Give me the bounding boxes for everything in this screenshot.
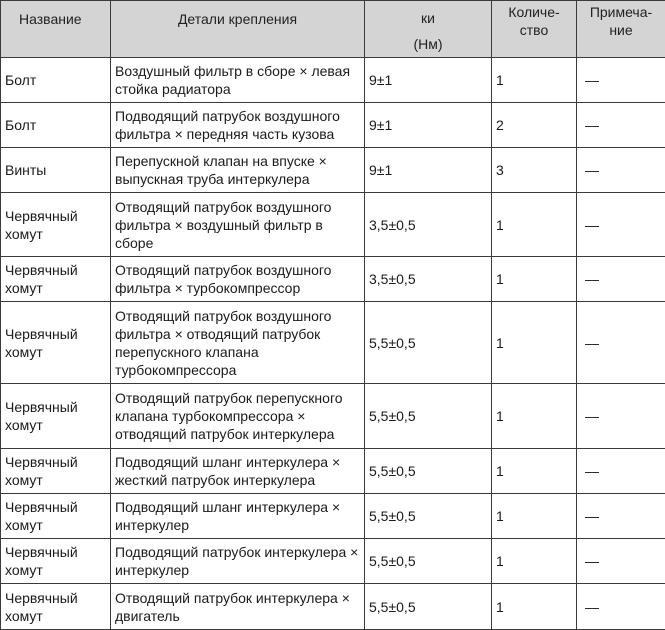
cell-quantity: 1 xyxy=(492,449,577,494)
table-header xyxy=(1,1,665,58)
cell-name: Червячный хомут xyxy=(1,193,111,257)
cell-details: Отводящий патрубок воздушного фильтра × турбокомпрессор xyxy=(111,257,365,302)
header-torque xyxy=(365,1,492,58)
cell-name: Червячный хомут xyxy=(1,494,111,539)
header-row xyxy=(1,1,665,58)
cell-name: Болт xyxy=(1,103,111,148)
cell-quantity: 1 xyxy=(492,193,577,257)
cell-name: Червячный хомут xyxy=(1,257,111,302)
header-note-line2: ние xyxy=(609,22,633,38)
header-quantity xyxy=(492,1,577,58)
cell-note: — xyxy=(577,103,665,148)
cell-torque: 5,5±0,5 xyxy=(365,384,492,449)
cell-details: Отводящий патрубок воздушного фильтра × воздушный фильтр в сборе xyxy=(111,193,365,257)
cell-quantity: 2 xyxy=(492,103,577,148)
table-row xyxy=(1,449,665,494)
cell-details: Подводящий патрубок интеркулера × интеркулер xyxy=(111,539,365,584)
header-name: Название xyxy=(1,1,111,58)
cell-note: — xyxy=(577,193,665,257)
table-row xyxy=(1,257,665,302)
cell-quantity: 1 xyxy=(492,58,577,103)
table-body xyxy=(1,58,665,630)
cell-name: Винты xyxy=(1,148,111,193)
cell-name: Червячный хомут xyxy=(1,302,111,384)
cell-torque: 3,5±0,5 xyxy=(365,193,492,257)
cell-torque: 5,5±0,5 xyxy=(365,449,492,494)
table-row xyxy=(1,58,665,103)
cell-note: — xyxy=(577,148,665,193)
cell-note: — xyxy=(577,494,665,539)
cell-note: — xyxy=(577,384,665,449)
cell-quantity: 1 xyxy=(492,302,577,384)
header-note xyxy=(577,1,665,58)
cell-note: — xyxy=(577,257,665,302)
cell-note: — xyxy=(577,539,665,584)
cell-quantity: 1 xyxy=(492,384,577,449)
cell-torque: 3,5±0,5 xyxy=(365,257,492,302)
cell-details: Подводящий патрубок воздушного фильтра × передняя часть кузова xyxy=(111,103,365,148)
cell-details: Перепускной клапан на впуске × выпускная труба интеркулера xyxy=(111,148,365,193)
table-row xyxy=(1,193,665,257)
cell-quantity: 1 xyxy=(492,494,577,539)
header-note-line1: Примеча- xyxy=(589,4,653,20)
table-row xyxy=(1,494,665,539)
cell-torque: 5,5±0,5 xyxy=(365,539,492,584)
cell-name: Червячный хомут xyxy=(1,384,111,449)
cell-quantity: 1 xyxy=(492,257,577,302)
header-quantity-line1: Количе- xyxy=(508,4,560,20)
cell-note: — xyxy=(577,449,665,494)
header-details: Детали крепления xyxy=(111,1,365,58)
cell-torque: 9±1 xyxy=(365,148,492,193)
cell-name: Червячный хомут xyxy=(1,449,111,494)
cell-torque: 5,5±0,5 xyxy=(365,302,492,384)
cell-details: Воздушный фильтр в сборе × левая стойка радиатора xyxy=(111,58,365,103)
cell-quantity: 3 xyxy=(492,148,577,193)
cell-name: Червячный хомут xyxy=(1,584,111,630)
cell-torque: 9±1 xyxy=(365,58,492,103)
cell-torque: 9±1 xyxy=(365,103,492,148)
cell-name: Червячный хомут xyxy=(1,539,111,584)
header-torque-line2: (Нм) xyxy=(413,36,443,52)
cell-name: Болт xyxy=(1,58,111,103)
header-torque-line1: ки xyxy=(421,10,435,26)
table-row xyxy=(1,584,665,630)
table-row xyxy=(1,103,665,148)
cell-quantity: 1 xyxy=(492,584,577,630)
header-quantity-line2: ство xyxy=(519,22,549,38)
cell-torque: 5,5±0,5 xyxy=(365,494,492,539)
cell-note: — xyxy=(577,584,665,630)
table-row xyxy=(1,384,665,449)
cell-details: Отводящий патрубок перепускного клапана турбокомпрессора × отводящий патрубок интеркулера xyxy=(111,384,365,449)
cell-details: Подводящий шланг интеркулера × жесткий патрубок интеркулера xyxy=(111,449,365,494)
cell-details: Отводящий патрубок воздушного фильтра × отводящий патрубок перепускного клапана турбокомпрессора xyxy=(111,302,365,384)
table-row xyxy=(1,148,665,193)
cell-note: — xyxy=(577,302,665,384)
cell-details: Подводящий шланг интеркулера × интеркулер xyxy=(111,494,365,539)
cell-quantity: 1 xyxy=(492,539,577,584)
cell-note: — xyxy=(577,58,665,103)
cell-details: Отводящий патрубок интеркулера × двигатель xyxy=(111,584,365,630)
cell-torque: 5,5±0,5 xyxy=(365,584,492,630)
table-row xyxy=(1,539,665,584)
table-row xyxy=(1,302,665,384)
